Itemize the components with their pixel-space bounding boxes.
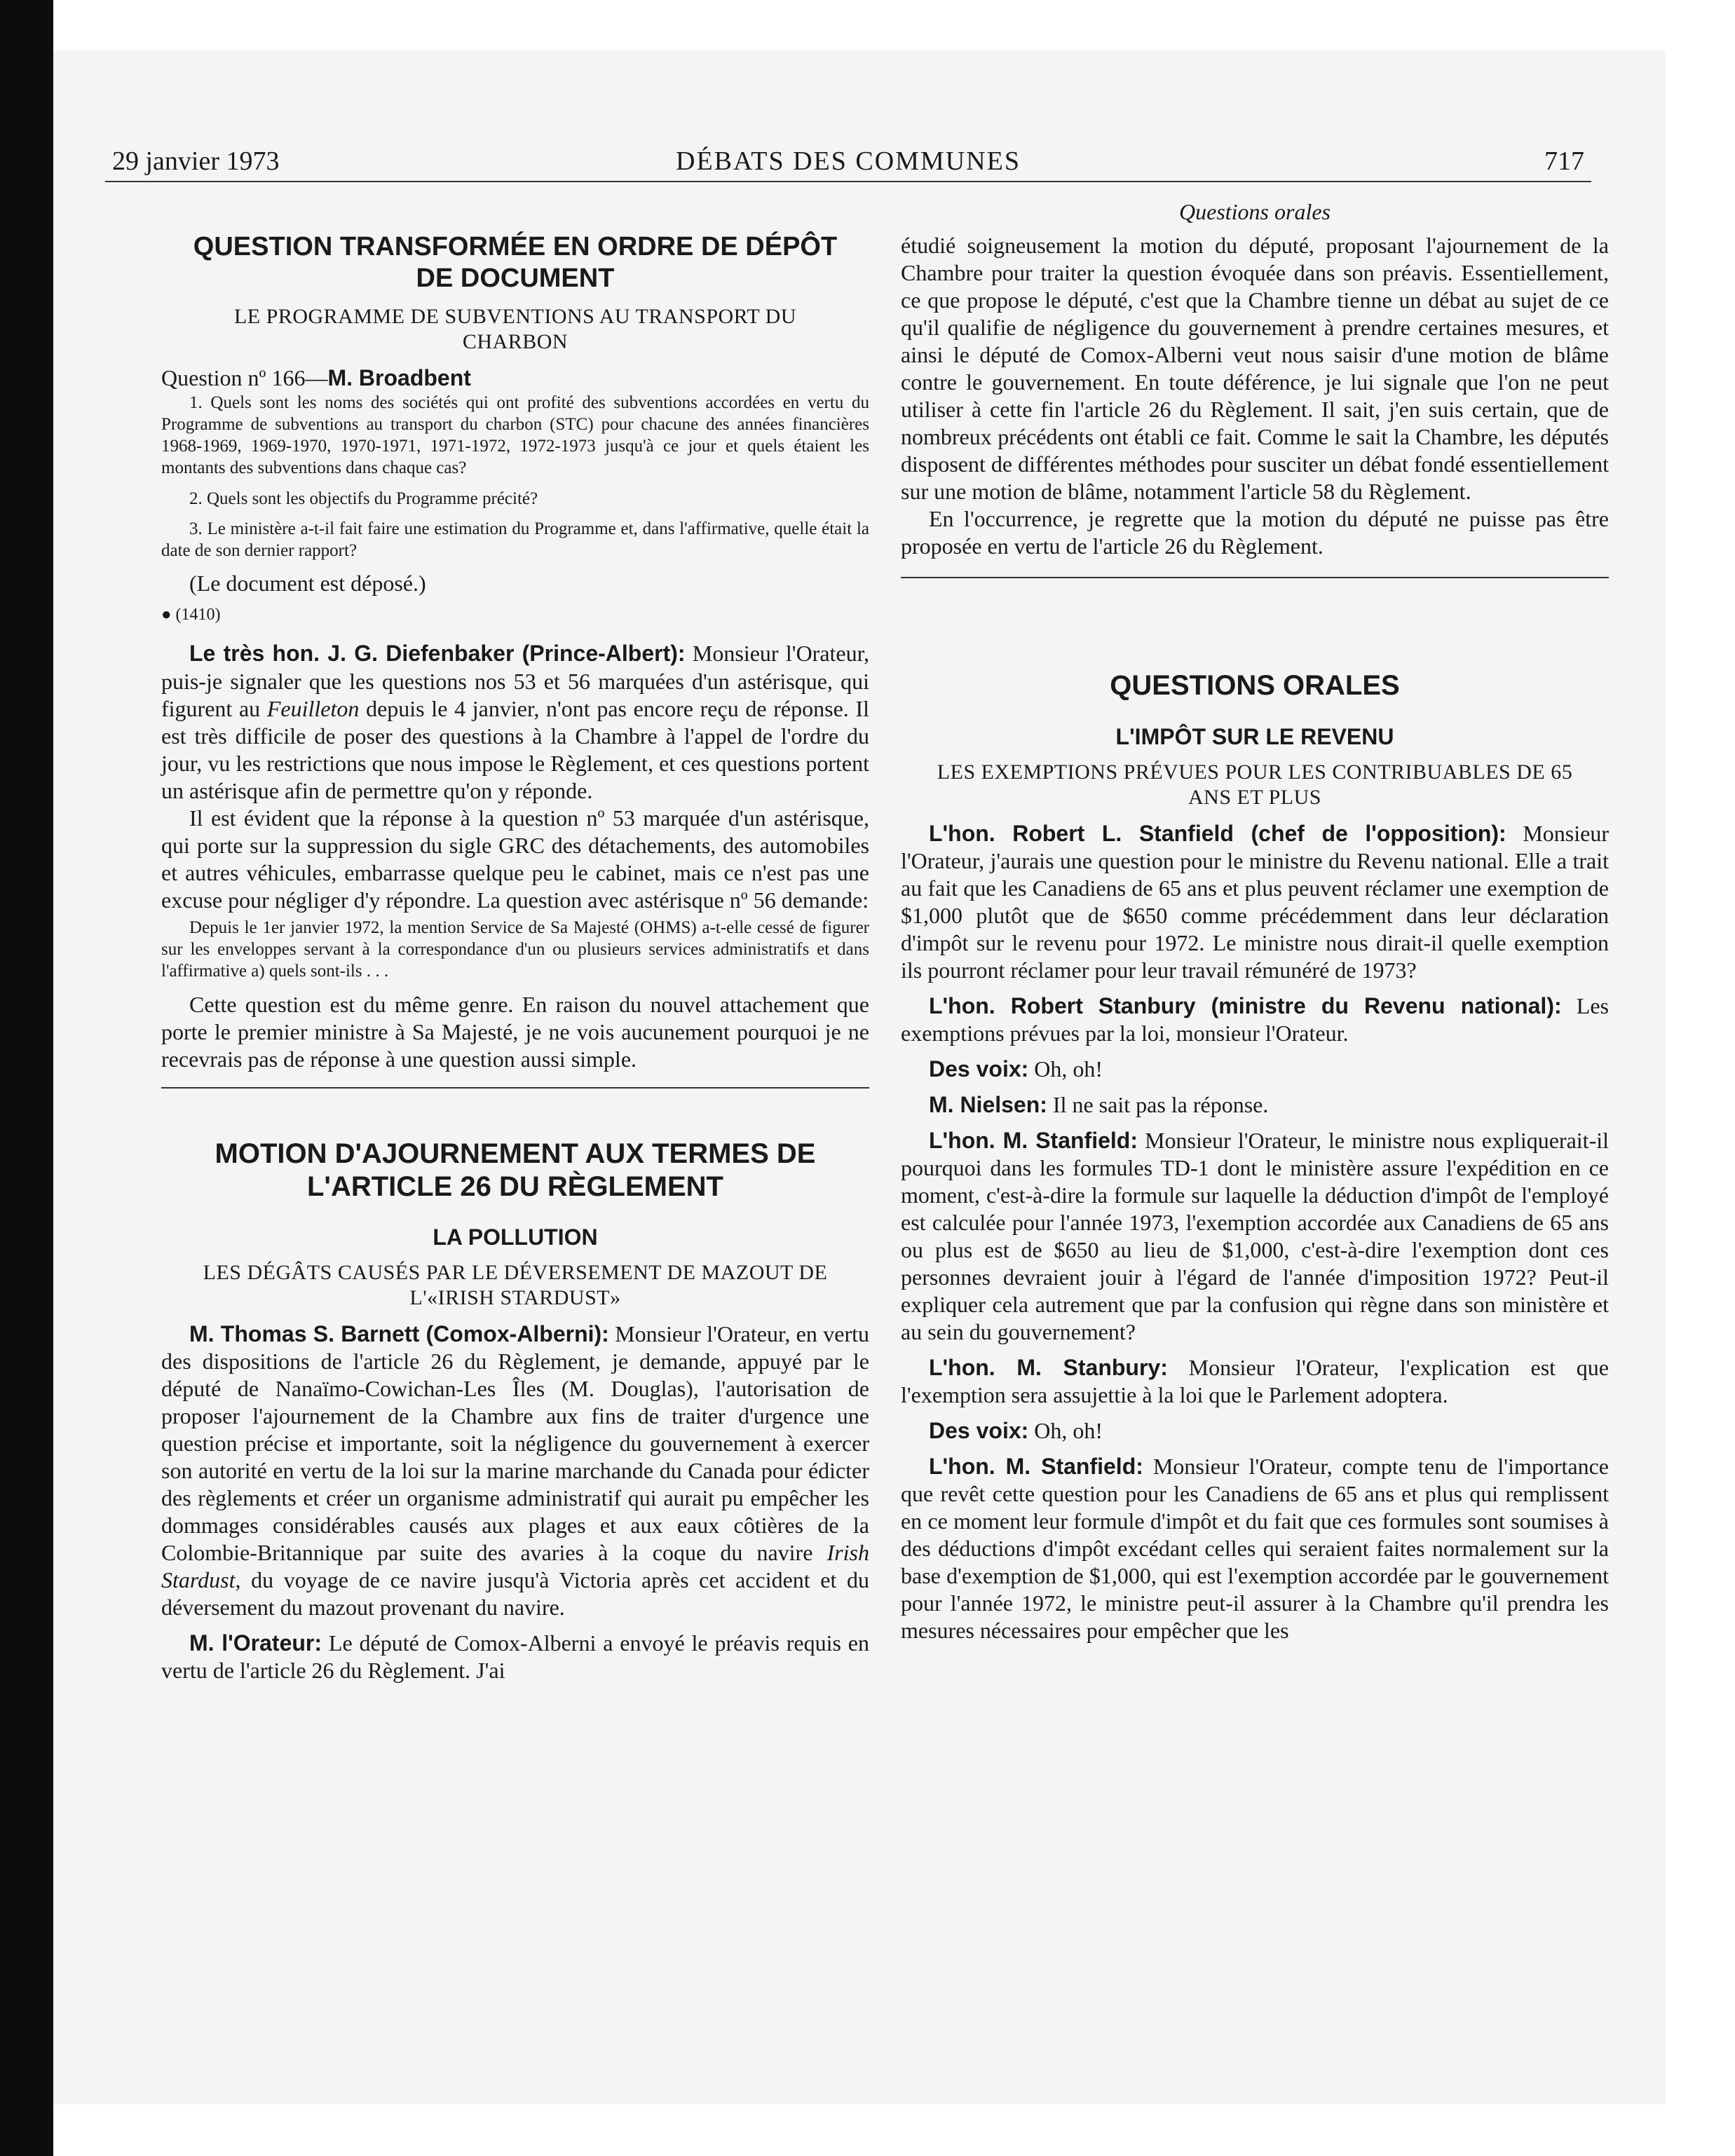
speaker-nielsen: M. Nielsen: <box>929 1091 1047 1117</box>
section-title-motion-ajournement: MOTION D'AJOURNEMENT AUX TERMES DE L'ARTICLE 26 DU RÈGLEMENT <box>215 1138 816 1202</box>
time-marker: ● (1410) <box>161 606 221 625</box>
paragraph-question-53: Il est évident que la réponse à la question nº 53 marquée d'un astérisque, qui porte sur la suppression du sigle GRC des détachements, des automobiles et autres véhicules, embarrasse quelque peu le cabinet, mais ce n'est pas une excuse pour négliger d'y répondre. La question avec astérisque nº 56 demande: <box>161 805 869 913</box>
paragraph-orateur: M. l'Orateur: Le député de Comox-Alberni a envoyé le préavis requis en vertu de l'article 26 du Règlement. J'ai <box>161 1630 870 1684</box>
paragraph-stanfield-3: L'hon. M. Stanfield: Monsieur l'Orateur, compte tenu de l'importance que revêt cette question pour les Canadiens de 65 ans et plus qui remplissent en ce moment leur formule d'impôt et du fait que ces formules sont soumises à des déductions d'impôt excédant celles qui seraient faites normalement sur la base d'exemption de $1,000, qui est l'exemption accordée par le gouvernement pour l'année 1972, le ministre peut-il assurer à la Chambre qu'il prendra les mesures nécessaires pour empêcher que les <box>901 1454 1609 1644</box>
paragraph-diefenbaker: Le très hon. J. G. Diefenbaker (Prince-Albert): Monsieur l'Orateur, puis-je signaler que les questions nos 53 et 56 marquées d'un astérisque, qui figurent au Feuilleton depuis le 4 janvier, n'ont pas encore reçu de réponse. Il est très difficile de poser des questions à la Chambre à l'appel de l'ordre du jour, vu les restrictions que nous impose le Règlement, et ces questions portent un astérisque afin de permettre qu'on y réponde. <box>161 641 870 803</box>
question-label: Question nº 166— <box>161 364 328 390</box>
section-subtitle-exemptions: LES EXEMPTIONS PRÉVUES POUR LES CONTRIBUABLES DE 65 ANS ET PLUS <box>937 760 1573 809</box>
running-header <box>105 139 1591 182</box>
paragraph-stanfield-1: L'hon. Robert L. Stanfield (chef de l'opposition): Monsieur l'Orateur, j'aurais une question pour le ministre du Revenu national. Elle a trait au fait que les Canadiens de 65 ans et plus peuvent réclamer une exemption de $1,000 plutôt que de $650 comme précédemment dans leur déclaration d'impôt sur le revenu pour 1972. Le ministre nous dirait-il quelle exemption ils pourront réclamer pour leur travail rémunéré de 1973? <box>901 820 1610 983</box>
speaker-stanbury: L'hon. Robert Stanbury (ministre du Revenu national): <box>929 992 1562 1018</box>
header-title: DÉBATS DES COMMUNES <box>676 146 1021 176</box>
speaker-diefenbaker: Le très hon. J. G. Diefenbaker (Prince-Albert): <box>189 641 686 667</box>
section-title-question-transformee: QUESTION TRANSFORMÉE EN ORDRE DE DÉPÔT DE DOCUMENT <box>193 232 838 293</box>
section-divider-right <box>901 577 1609 578</box>
header-date: 29 janvier 1973 <box>112 146 280 176</box>
left-column <box>161 189 869 1684</box>
paragraph-meme-genre: Cette question est du même genre. En raison du nouvel attachement que porte le premier ministre à Sa Majesté, je ne vois aucunement pourquoi je ne recevrais pas de réponse à une question aussi simple. <box>161 991 869 1072</box>
section-divider-left <box>161 1087 869 1089</box>
section-title-questions-orales: QUESTIONS ORALES <box>1110 670 1400 702</box>
question-heading <box>161 364 869 392</box>
question-item-2: 2. Quels sont les objectifs du Programme précité? <box>189 489 538 508</box>
paragraph-orateur-continued: étudié soigneusement la motion du député, proposant l'ajournement de la Chambre pour traiter la question évoquée dans son préavis. Essentiellement, ce que propose le député, c'est que la Chambre tienne un débat au sujet de ce qu'il qualifie de négligence du gouvernement à prendre certaines mesures, et ainsi le député de Comox-Alberni veut nous saisir d'une motion de blâme contre le gouvernement. En toute déférence, je lui signale que l'on ne peut utiliser à cette fin l'article 26 du Règlement. Il sait, j'en suis certain, que de nombreux précédents ont établi ce fait. Comme le sait la Chambre, les députés disposent de différentes méthodes pour susciter un débat fondé essentiellement sur une motion de blâme, notamment l'article 58 du Règlement. <box>901 233 1609 505</box>
header-page-number: 717 <box>1544 146 1584 176</box>
question-author: M. Broadbent <box>327 364 471 390</box>
right-column <box>901 189 1609 1644</box>
speaker-stanfield: L'hon. Robert L. Stanfield (chef de l'opposition): <box>929 820 1506 846</box>
section-subtitle-mazout: LES DÉGÂTS CAUSÉS PAR LE DÉVERSEMENT DE MAZOUT DE L'«IRISH STARDUST» <box>203 1261 828 1309</box>
question-item-3: 3. Le ministère a-t-il fait faire une estimation du Programme et, dans l'affirmative, quelle était la date de son dernier rapport? <box>161 519 869 561</box>
paragraph-stanbury-1: L'hon. Robert Stanbury (ministre du Revenu national): Les exemptions prévues par la loi, monsieur l'Orateur. <box>901 992 1610 1046</box>
paragraph-stanfield-2: L'hon. M. Stanfield: Monsieur l'Orateur, le ministre nous expliquerait-il pourquoi dans les formules TD-1 dont le ministère assure l'expédition en ce moment, c'est-à-dire la formule sur laquelle la déduction d'impôt de l'employé est calculée pour l'année 1973, l'exemption accordée aux Canadiens de 65 ans ou plus est de $650 au lieu de $1,000, c'est-à-dire l'exemption dont ces personnes devraient jouir à l'égard de l'année d'imposition 1972? Peut-il expliquer cela autrement que par la confusion qui règne dans son ministère et au sein du gouvernement? <box>901 1127 1610 1345</box>
question-item-1: 1. Quels sont les noms des sociétés qui ont profité des subventions accordées en vertu du Programme de subventions au transport du charbon (STC) pour chacune des années financières 1968-1969, 1969-1970, 1970-1971, 1971-1972, 1972-1973 jusqu'à ce jour et quels étaient les montants des subventions dans chaque cas? <box>161 393 869 478</box>
section-subtitle-charbon: LE PROGRAMME DE SUBVENTIONS AU TRANSPORT DU CHARBON <box>233 304 796 353</box>
running-head-questions-orales: Questions orales <box>1179 199 1331 224</box>
section-sub-impot: L'IMPÔT SUR LE REVENU <box>1115 723 1394 749</box>
scan-border <box>0 0 53 2156</box>
quoted-question-56: Depuis le 1er janvier 1972, la mention Service de Sa Majesté (OHMS) a-t-elle cessé de figurer sur les enveloppes servant à la correspondance d'un ou plusieurs services administratifs et dans l'affirmative a) quels sont-ils . . . <box>161 917 869 981</box>
paragraph-des-voix-2: Des voix: Oh, oh! <box>929 1418 1103 1444</box>
section-sub-pollution: LA POLLUTION <box>433 1224 598 1250</box>
paragraph-nielsen: M. Nielsen: Il ne sait pas la réponse. <box>929 1091 1269 1117</box>
paragraph-occurrence: En l'occurrence, je regrette que la motion du député ne puisse pas être proposée en vertu de l'article 26 du Règlement. <box>901 506 1609 559</box>
paragraph-stanbury-2: L'hon. M. Stanbury: Monsieur l'Orateur, l'explication est que l'exemption sera assujettie à la loi que le Parlement adoptera. <box>901 1355 1610 1408</box>
speaker-orateur: M. l'Orateur: <box>189 1630 322 1656</box>
document-tabled-note: (Le document est déposé.) <box>189 571 426 596</box>
paragraph-barnett: M. Thomas S. Barnett (Comox-Alberni): Monsieur l'Orateur, en vertu des dispositions de l'article 26 du Règlement, je demande, appuyé par le député de Nanaïmo-Cowichan-Les Îles (M. Douglas), l'autorisation de proposer l'ajournement de la Chambre aux fins de traiter d'urgence une question précise et importante, soit la négligence du gouvernement à exercer son autorité en vertu de la loi sur la marine marchande du Canada pour édicter des règlements et créer un organisme administratif qui aurait pu empêcher les dommages considérables causés aux plages et aux eaux côtières de la Colombie-Britannique par suite des avaries à la coque du navire Irish Stardust, du voyage de ce navire jusqu'à Victoria après cet accident et du déversement du mazout provenant du navire. <box>161 1321 869 1621</box>
speaker-barnett: M. Thomas S. Barnett (Comox-Alberni): <box>189 1321 609 1346</box>
paragraph-des-voix-1: Des voix: Oh, oh! <box>929 1056 1103 1082</box>
